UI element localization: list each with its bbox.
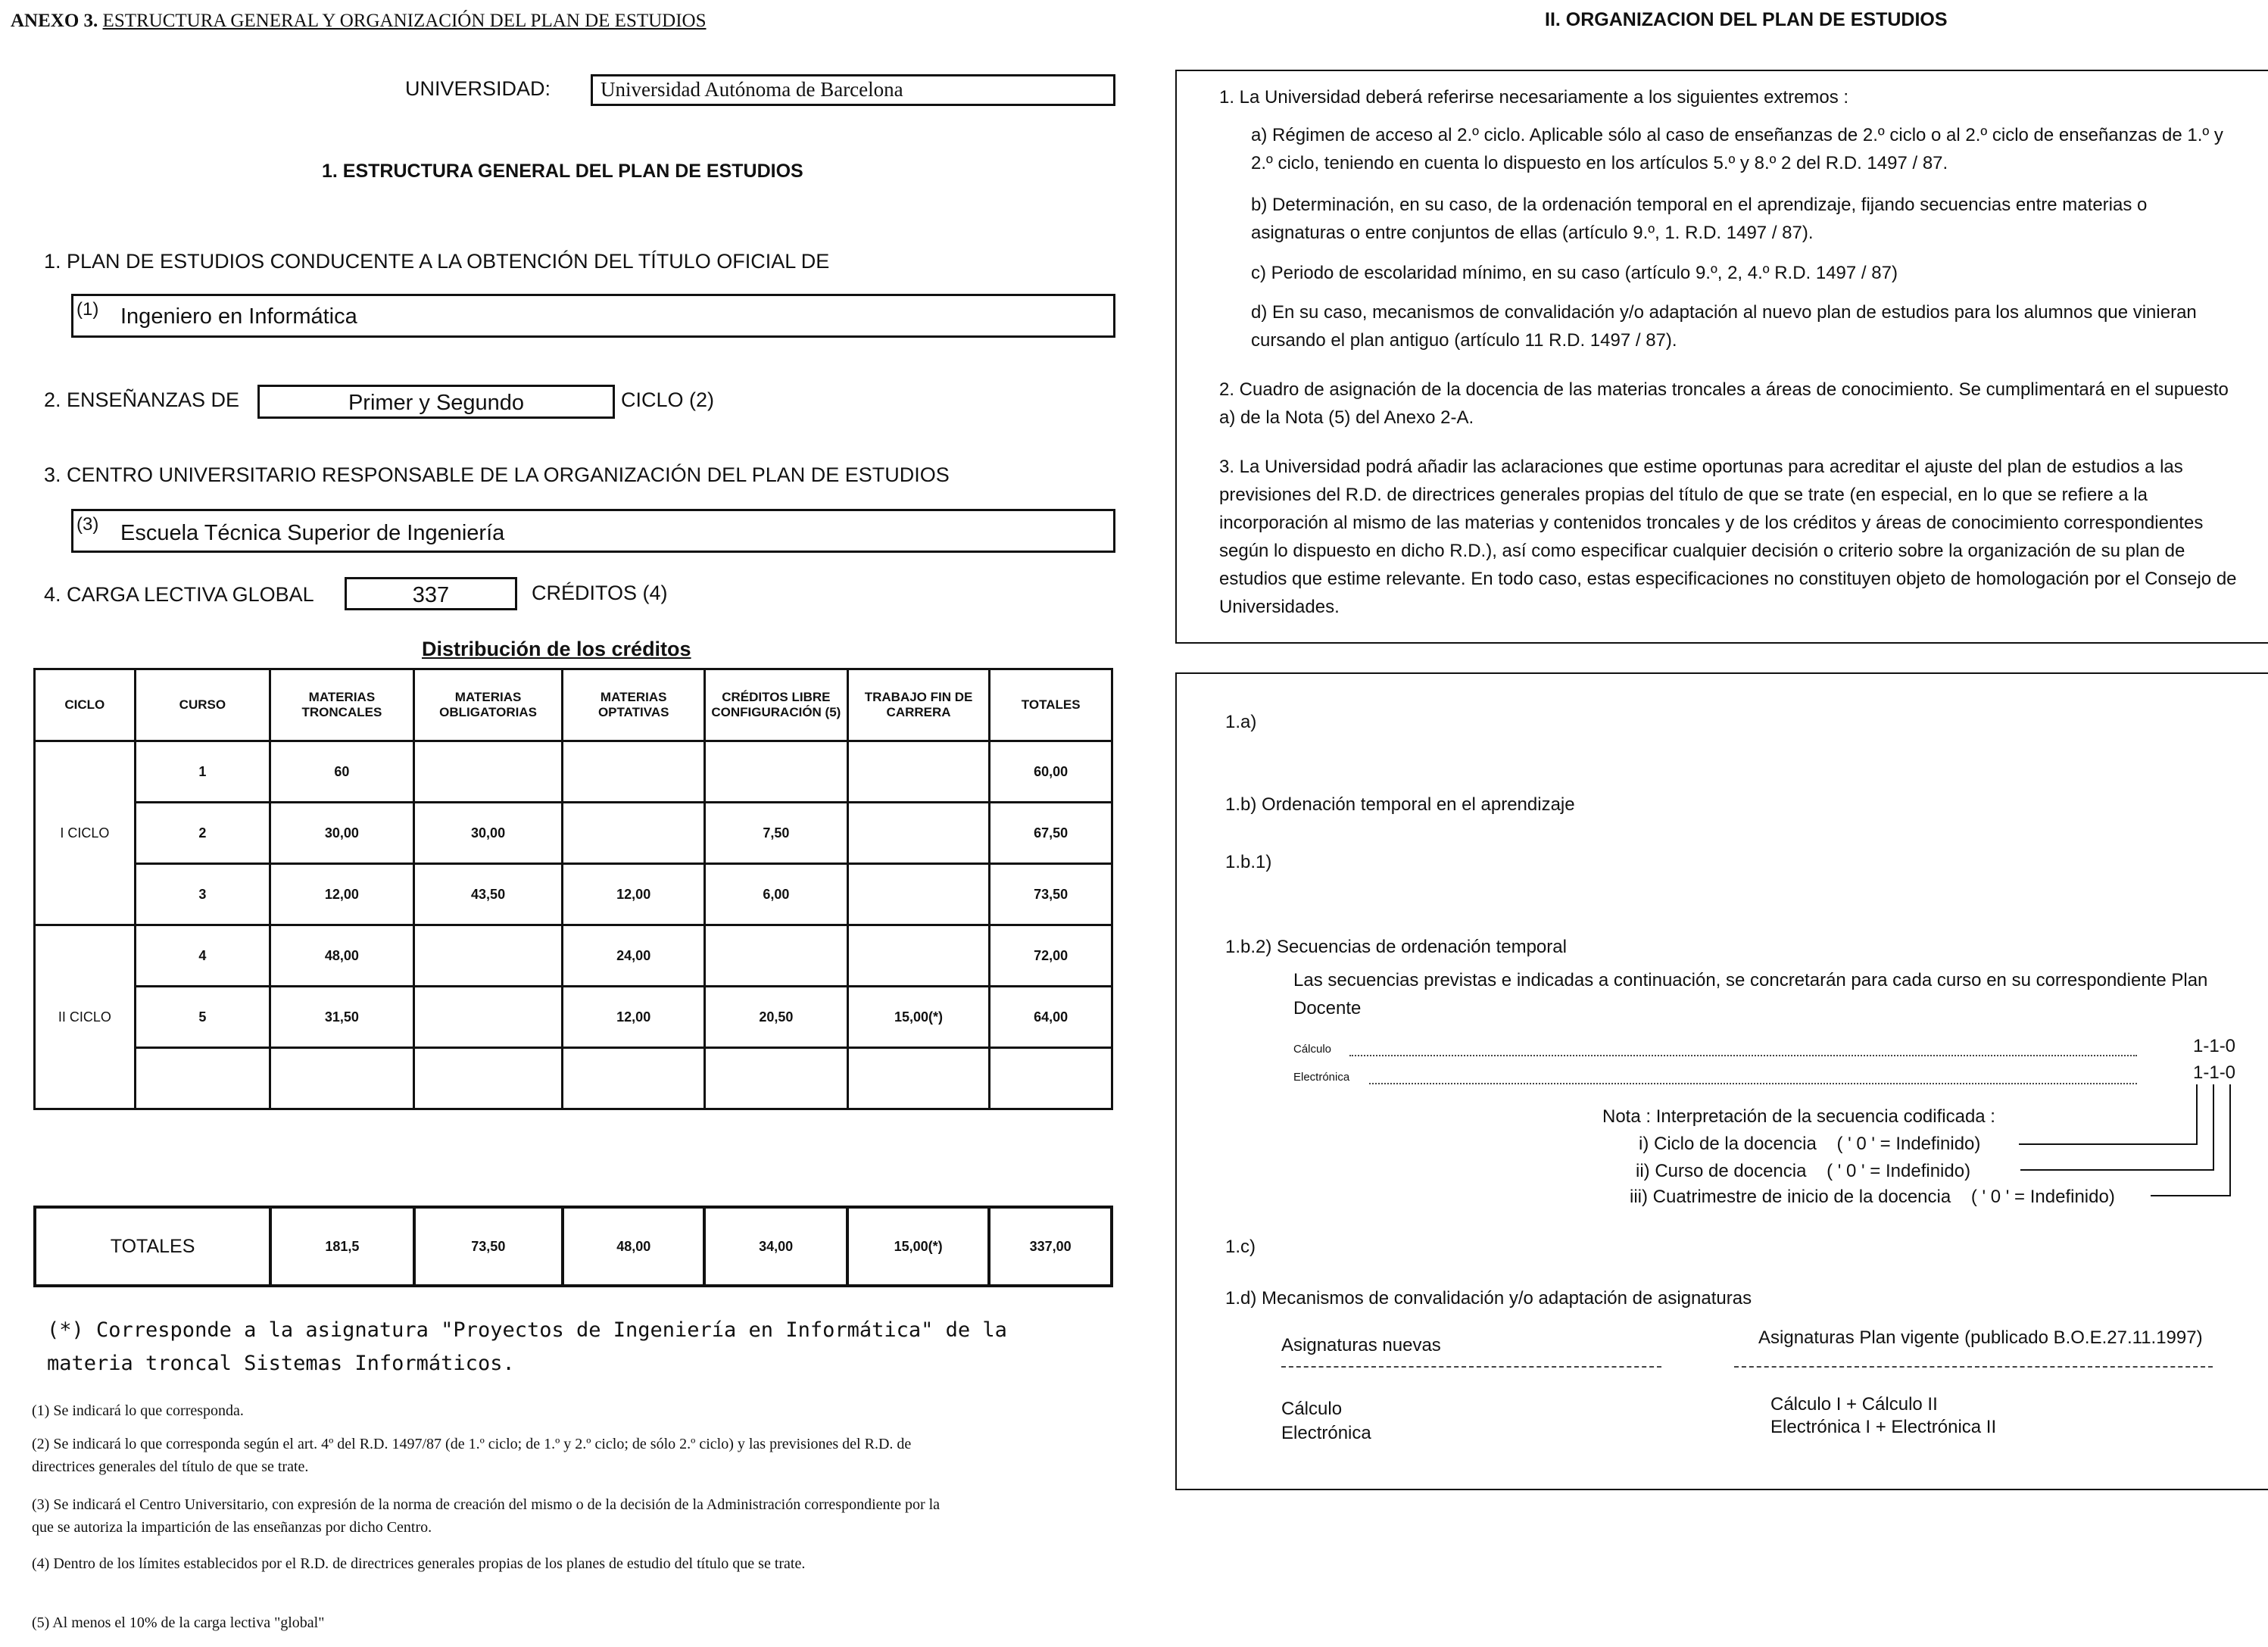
table-row: [35, 803, 1112, 864]
table-cell: 12,00: [270, 864, 414, 925]
table-cell: 30,00: [270, 803, 414, 864]
para-1d: d) En su caso, mecanismos de convalidación y/o adaptación al nuevo plan de estudios para los alumnos que vinieran cursando el plan antiguo (artículo 11 R.D. 1497 / 87).: [1251, 302, 2197, 351]
table-cell: [563, 1048, 705, 1109]
table-cell: [704, 1048, 847, 1109]
table-cell: 12,00: [563, 864, 705, 925]
totals-cell: 73,50: [414, 1207, 563, 1286]
cycles-field: [257, 385, 615, 419]
table-cell: [413, 925, 563, 987]
section-1d: 1.d) Mecanismos de convalidación y/o adaptación de asignaturas: [1225, 1288, 1752, 1309]
item2-label: 2. ENSEÑANZAS DE: [44, 388, 240, 411]
note-iii: iii) Cuatrimestre de inicio de la docencia ( ' 0 ' = Indefinido): [1630, 1187, 2115, 1207]
totals-cell: 337,00: [989, 1207, 1112, 1286]
para-1c: c) Periodo de escolaridad mínimo, en su caso (artículo 9.º, 2, 4.º R.D. 1497 / 87): [1251, 263, 1898, 283]
table-cell: 6,00: [704, 864, 847, 925]
annex-header: [11, 11, 707, 32]
header-cell: CURSO: [135, 669, 270, 741]
item1-label: 1. PLAN DE ESTUDIOS CONDUCENTE A LA OBTENCIÓN DEL TÍTULO OFICIAL DE: [44, 250, 830, 273]
table-row: [35, 987, 1112, 1048]
totals-row: [35, 1207, 1112, 1286]
table-cell: [990, 1048, 1112, 1109]
new-subject-1: Cálculo: [1281, 1399, 1343, 1419]
annex-title: ESTRUCTURA GENERAL Y ORGANIZACIÓN DEL PLAN DE ESTUDIOS: [102, 11, 707, 31]
footnote-3: (3) Se indicará el Centro Universitario, con expresión de la norma de creación del mismo o de la decisión de la Administración correspondiente por la que se autoriza la impartición de las enseñanzas por dicho Centro.: [32, 1496, 941, 1536]
header-cell: MATERIAS OPTATIVAS: [563, 669, 705, 741]
table-cell: [847, 925, 990, 987]
table-cell: 67,50: [990, 803, 1112, 864]
col-old-header: Asignaturas Plan vigente (publicado B.O.E.27.11.1997): [1758, 1327, 2203, 1348]
section-1b2-text: Las secuencias previstas e indicadas a continuación, se concretarán para cada curso en su correspondiente Plan Docente: [1293, 970, 2208, 1018]
table-cell: [413, 987, 563, 1048]
note-ii: ii) Curso de docencia ( ' 0 ' = Indefinido): [1636, 1161, 1971, 1181]
totals-cell: 34,00: [704, 1207, 847, 1286]
table-cell: [135, 1048, 270, 1109]
item4-suffix: CRÉDITOS (4): [532, 582, 668, 604]
table-cell: 72,00: [990, 925, 1112, 987]
note-title: Nota : Interpretación de la secuencia codificada :: [1602, 1106, 1995, 1127]
totals-label: TOTALES: [35, 1207, 270, 1286]
table-row: [35, 1048, 1112, 1109]
table-cell: 31,50: [270, 987, 414, 1048]
table-row: [35, 741, 1112, 803]
table-cell: [847, 741, 990, 803]
para-1: 1. La Universidad deberá referirse necesariamente a los siguientes extremos :: [1219, 87, 1849, 108]
bracket-line-h2: [2020, 1169, 2214, 1171]
table-cell: 60: [270, 741, 414, 803]
header-cell: TRABAJO FIN DE CARRERA: [847, 669, 990, 741]
table-cell: 20,50: [704, 987, 847, 1048]
section-title: 1. ESTRUCTURA GENERAL DEL PLAN DE ESTUDIOS: [322, 161, 803, 182]
totals-cell: 181,5: [270, 1207, 413, 1286]
footnote-1: (1) Se indicará lo que corresponda.: [32, 1402, 244, 1419]
item3-label: 3. CENTRO UNIVERSITARIO RESPONSABLE DE LA ORGANIZACIÓN DEL PLAN DE ESTUDIOS: [44, 463, 950, 486]
bracket-line-v3: [2229, 1084, 2231, 1196]
right-title: II. ORGANIZACION DEL PLAN DE ESTUDIOS: [1545, 9, 1948, 30]
para-3: 3. La Universidad podrá añadir las aclaraciones que estime oportunas para acreditar el ajuste del plan de estudios a las previsiones del R.D. de directrices generales propias del título de que se trate (en especial, en lo que se refiere a la incorporación al mismo de las materias y contenidos troncales y de los créditos y áreas de conocimiento correspondientes según lo dispuesto en dicho R.D.), así como especificar cualquier decisión o criterio sobre la organización de su plan de estudios que estime relevante. En todo caso, estas especificaciones no constituyen objeto de homologación por el Consejo de Universidades.: [1219, 457, 2237, 617]
item2-suffix: CICLO (2): [621, 388, 715, 411]
table-cell: 48,00: [270, 925, 414, 987]
col-new-rule: [1281, 1366, 1661, 1368]
seq-name-2: Electrónica: [1293, 1071, 1350, 1084]
table-cell: [704, 741, 847, 803]
cycle-cell: I CICLO: [35, 741, 136, 925]
section-1c: 1.c): [1225, 1237, 1256, 1257]
university-value: Universidad Autónoma de Barcelona: [601, 78, 903, 101]
table-cell: 60,00: [990, 741, 1112, 803]
footnote-4: (4) Dentro de los límites establecidos por el R.D. de directrices generales propias de los planes de estudio del título que se trate.: [32, 1555, 806, 1572]
col-old-rule: [1734, 1366, 2213, 1368]
table-cell: [704, 925, 847, 987]
para-1b: b) Determinación, en su caso, de la ordenación temporal en el aprendizaje, fijando secuencias entre materias o asignaturas o entre conjuntos de ellas (artículo 9.º, 1. R.D. 1497 / 87).: [1251, 195, 2148, 243]
table-cell: [413, 741, 563, 803]
seq-name-1: Cálculo: [1293, 1043, 1332, 1056]
header-cell: CICLO: [35, 669, 136, 741]
new-subject-2: Electrónica: [1281, 1423, 1371, 1443]
table-cell: 2: [135, 803, 270, 864]
bracket-line-h1: [2019, 1143, 2198, 1145]
seq-leader-2: [1369, 1083, 2137, 1084]
section-1b: 1.b) Ordenación temporal en el aprendizaje: [1225, 794, 1575, 815]
header-cell: CRÉDITOS LIBRE CONFIGURACIÓN (5): [704, 669, 847, 741]
footnote-2: (2) Se indicará lo que corresponda según el art. 4º del R.D. 1497/87 (de 1.º ciclo; de 1.º y 2.º ciclo; de sólo 2.º ciclo) y las previsiones del R.D. de directrices generales del título de que se trate.: [32, 1436, 912, 1475]
table-cell: 15,00(*): [847, 987, 990, 1048]
header-cell: TOTALES: [990, 669, 1112, 741]
table-cell: [270, 1048, 414, 1109]
table-cell: [563, 741, 705, 803]
table-cell: 73,50: [990, 864, 1112, 925]
table-cell: [563, 803, 705, 864]
title-value: Ingeniero en Informática: [120, 304, 357, 329]
table-row: [35, 864, 1112, 925]
center-field: [71, 509, 1115, 553]
title-ref: (1): [76, 299, 99, 320]
seq-code-1: 1-1-0: [2193, 1036, 2236, 1056]
table-cell: 30,00: [413, 803, 563, 864]
credits-table: [33, 668, 1113, 1110]
bracket-line-v1: [2196, 1084, 2198, 1145]
totals-cell: 15,00(*): [847, 1207, 990, 1286]
table-title: Distribución de los créditos: [422, 638, 691, 660]
footnote-5: (5) Al menos el 10% de la carga lectiva "global": [32, 1614, 325, 1631]
header-cell: MATERIAS TRONCALES: [270, 669, 414, 741]
table-cell: [413, 1048, 563, 1109]
table-cell: 1: [135, 741, 270, 803]
credits-field: [345, 577, 517, 610]
center-ref: (3): [76, 514, 99, 535]
title-field: [71, 294, 1115, 338]
table-cell: 43,50: [413, 864, 563, 925]
table-cell: 4: [135, 925, 270, 987]
table-cell: 3: [135, 864, 270, 925]
table-header-row: [35, 669, 1112, 741]
old-subject-1: Cálculo I + Cálculo II: [1770, 1394, 1938, 1415]
cycles-value: Primer y Segundo: [348, 391, 525, 415]
university-label: UNIVERSIDAD:: [405, 77, 551, 100]
section-1b2: 1.b.2) Secuencias de ordenación temporal: [1225, 937, 1567, 957]
center-value: Escuela Técnica Superior de Ingeniería: [120, 521, 505, 545]
annex-label: ANEXO 3.: [11, 11, 98, 31]
para-1a: a) Régimen de acceso al 2.º ciclo. Aplicable sólo al caso de enseñanzas de 2.º ciclo o al 2.º ciclo de enseñanzas de 1.º y 2.º ciclo, teniendo en cuenta lo dispuesto en los artículos 5.º y 8.º 2 del R.D. 1497 / 87.: [1251, 125, 2223, 173]
table-row: [35, 925, 1112, 987]
star-note: (*) Corresponde a la asignatura "Proyectos de Ingeniería en Informática" de la materia troncal Sistemas Informáticos.: [47, 1318, 1007, 1375]
bracket-line-v2: [2213, 1084, 2214, 1171]
para-2: 2. Cuadro de asignación de la docencia de las materias troncales a áreas de conocimiento. Se cumplimentará en el supuesto a) de la Nota (5) del Anexo 2-A.: [1219, 379, 2229, 428]
totals-table: [33, 1206, 1113, 1287]
seq-leader-1: [1349, 1055, 2137, 1056]
table-cell: 7,50: [704, 803, 847, 864]
university-field: [591, 74, 1115, 106]
credits-value: 337: [412, 583, 450, 607]
table-cell: 5: [135, 987, 270, 1048]
section-1a: 1.a): [1225, 712, 1257, 732]
table-cell: 12,00: [563, 987, 705, 1048]
seq-code-2: 1-1-0: [2193, 1062, 2236, 1083]
table-cell: [847, 803, 990, 864]
old-subject-2: Electrónica I + Electrónica II: [1770, 1417, 1997, 1437]
item4-label: 4. CARGA LECTIVA GLOBAL: [44, 583, 314, 606]
table-cell: [847, 1048, 990, 1109]
header-cell: MATERIAS OBLIGATORIAS: [413, 669, 563, 741]
table-cell: [847, 864, 990, 925]
bracket-line-h3: [2151, 1195, 2231, 1196]
table-cell: 64,00: [990, 987, 1112, 1048]
cycle-cell: II CICLO: [35, 925, 136, 1109]
col-new-header: Asignaturas nuevas: [1281, 1335, 1441, 1355]
section-1b1: 1.b.1): [1225, 852, 1272, 872]
note-i: i) Ciclo de la docencia ( ' 0 ' = Indefinido): [1639, 1134, 1981, 1154]
totals-cell: 48,00: [563, 1207, 704, 1286]
table-cell: 24,00: [563, 925, 705, 987]
